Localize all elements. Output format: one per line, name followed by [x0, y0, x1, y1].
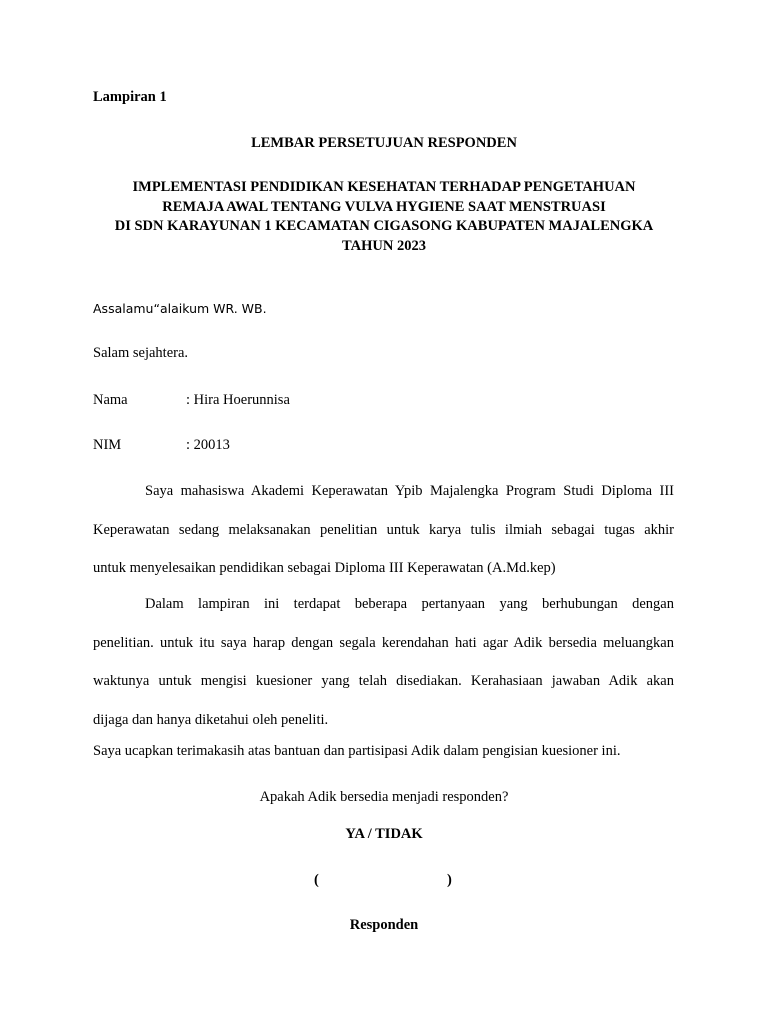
study-title-line: REMAJA AWAL TENTANG VULVA HYGIENE SAAT MENSTRUASI	[162, 198, 606, 215]
thanks-text: Saya ucapkan terimakasih atas bantuan dan partisipasi Adik dalam pengisian kuesioner ini.	[93, 743, 621, 759]
paragraph-line: waktunya untuk mengisi kuesioner yang telah disediakan. Kerahasiaan jawaban Adik akan	[93, 673, 674, 689]
nim-label: NIM	[93, 437, 122, 453]
study-title	[80, 178, 688, 256]
study-title-line: TAHUN 2023	[342, 237, 426, 254]
salutation: Salam sejahtera.	[93, 345, 189, 361]
consent-question: Apakah Adik bersedia menjadi responden?	[259, 789, 509, 805]
signature-close-paren: )	[447, 872, 452, 888]
attachment-label: Lampiran 1	[93, 89, 167, 105]
form-title: LEMBAR PERSETUJUAN RESPONDEN	[251, 135, 517, 151]
greeting: Assalamu“alaikum WR. WB.	[93, 301, 267, 316]
paragraph-line: Keperawatan sedang melaksanakan penelitian untuk karya tulis ilmiah sebagai tugas akhir	[93, 521, 674, 538]
paragraph-line: untuk menyelesaikan pendidikan sebagai Diploma III Keperawatan (A.Md.kep)	[93, 560, 556, 576]
respondent-label: Responden	[349, 917, 419, 933]
study-title-line: IMPLEMENTASI PENDIDIKAN KESEHATAN TERHADAP PENGETAHUAN	[132, 179, 636, 195]
paragraph-line: penelitian. untuk itu saya harap dengan segala kerendahan hati agar Adik bersedia meluangkan	[93, 634, 674, 651]
answer-options: YA / TIDAK	[345, 826, 423, 842]
paragraph-line: dijaga dan hanya diketahui oleh peneliti.	[93, 711, 329, 728]
name-label: Nama	[93, 392, 128, 408]
nim-value: : 20013	[186, 437, 230, 453]
paragraph-line: Saya mahasiswa Akademi Keperawatan Ypib Majalengka Program Studi Diploma III	[145, 483, 674, 499]
intro-paragraph	[93, 472, 674, 588]
signature-open-paren: (	[314, 872, 319, 888]
name-value: : Hira Hoerunnisa	[186, 392, 290, 408]
study-title-line: DI SDN KARAYUNAN 1 KECAMATAN CIGASONG KABUPATEN MAJALENGKA	[114, 218, 654, 234]
questionnaire-paragraph	[93, 585, 674, 739]
paragraph-line: Dalam lampiran ini terdapat beberapa pertanyaan yang berhubungan dengan	[145, 596, 674, 612]
